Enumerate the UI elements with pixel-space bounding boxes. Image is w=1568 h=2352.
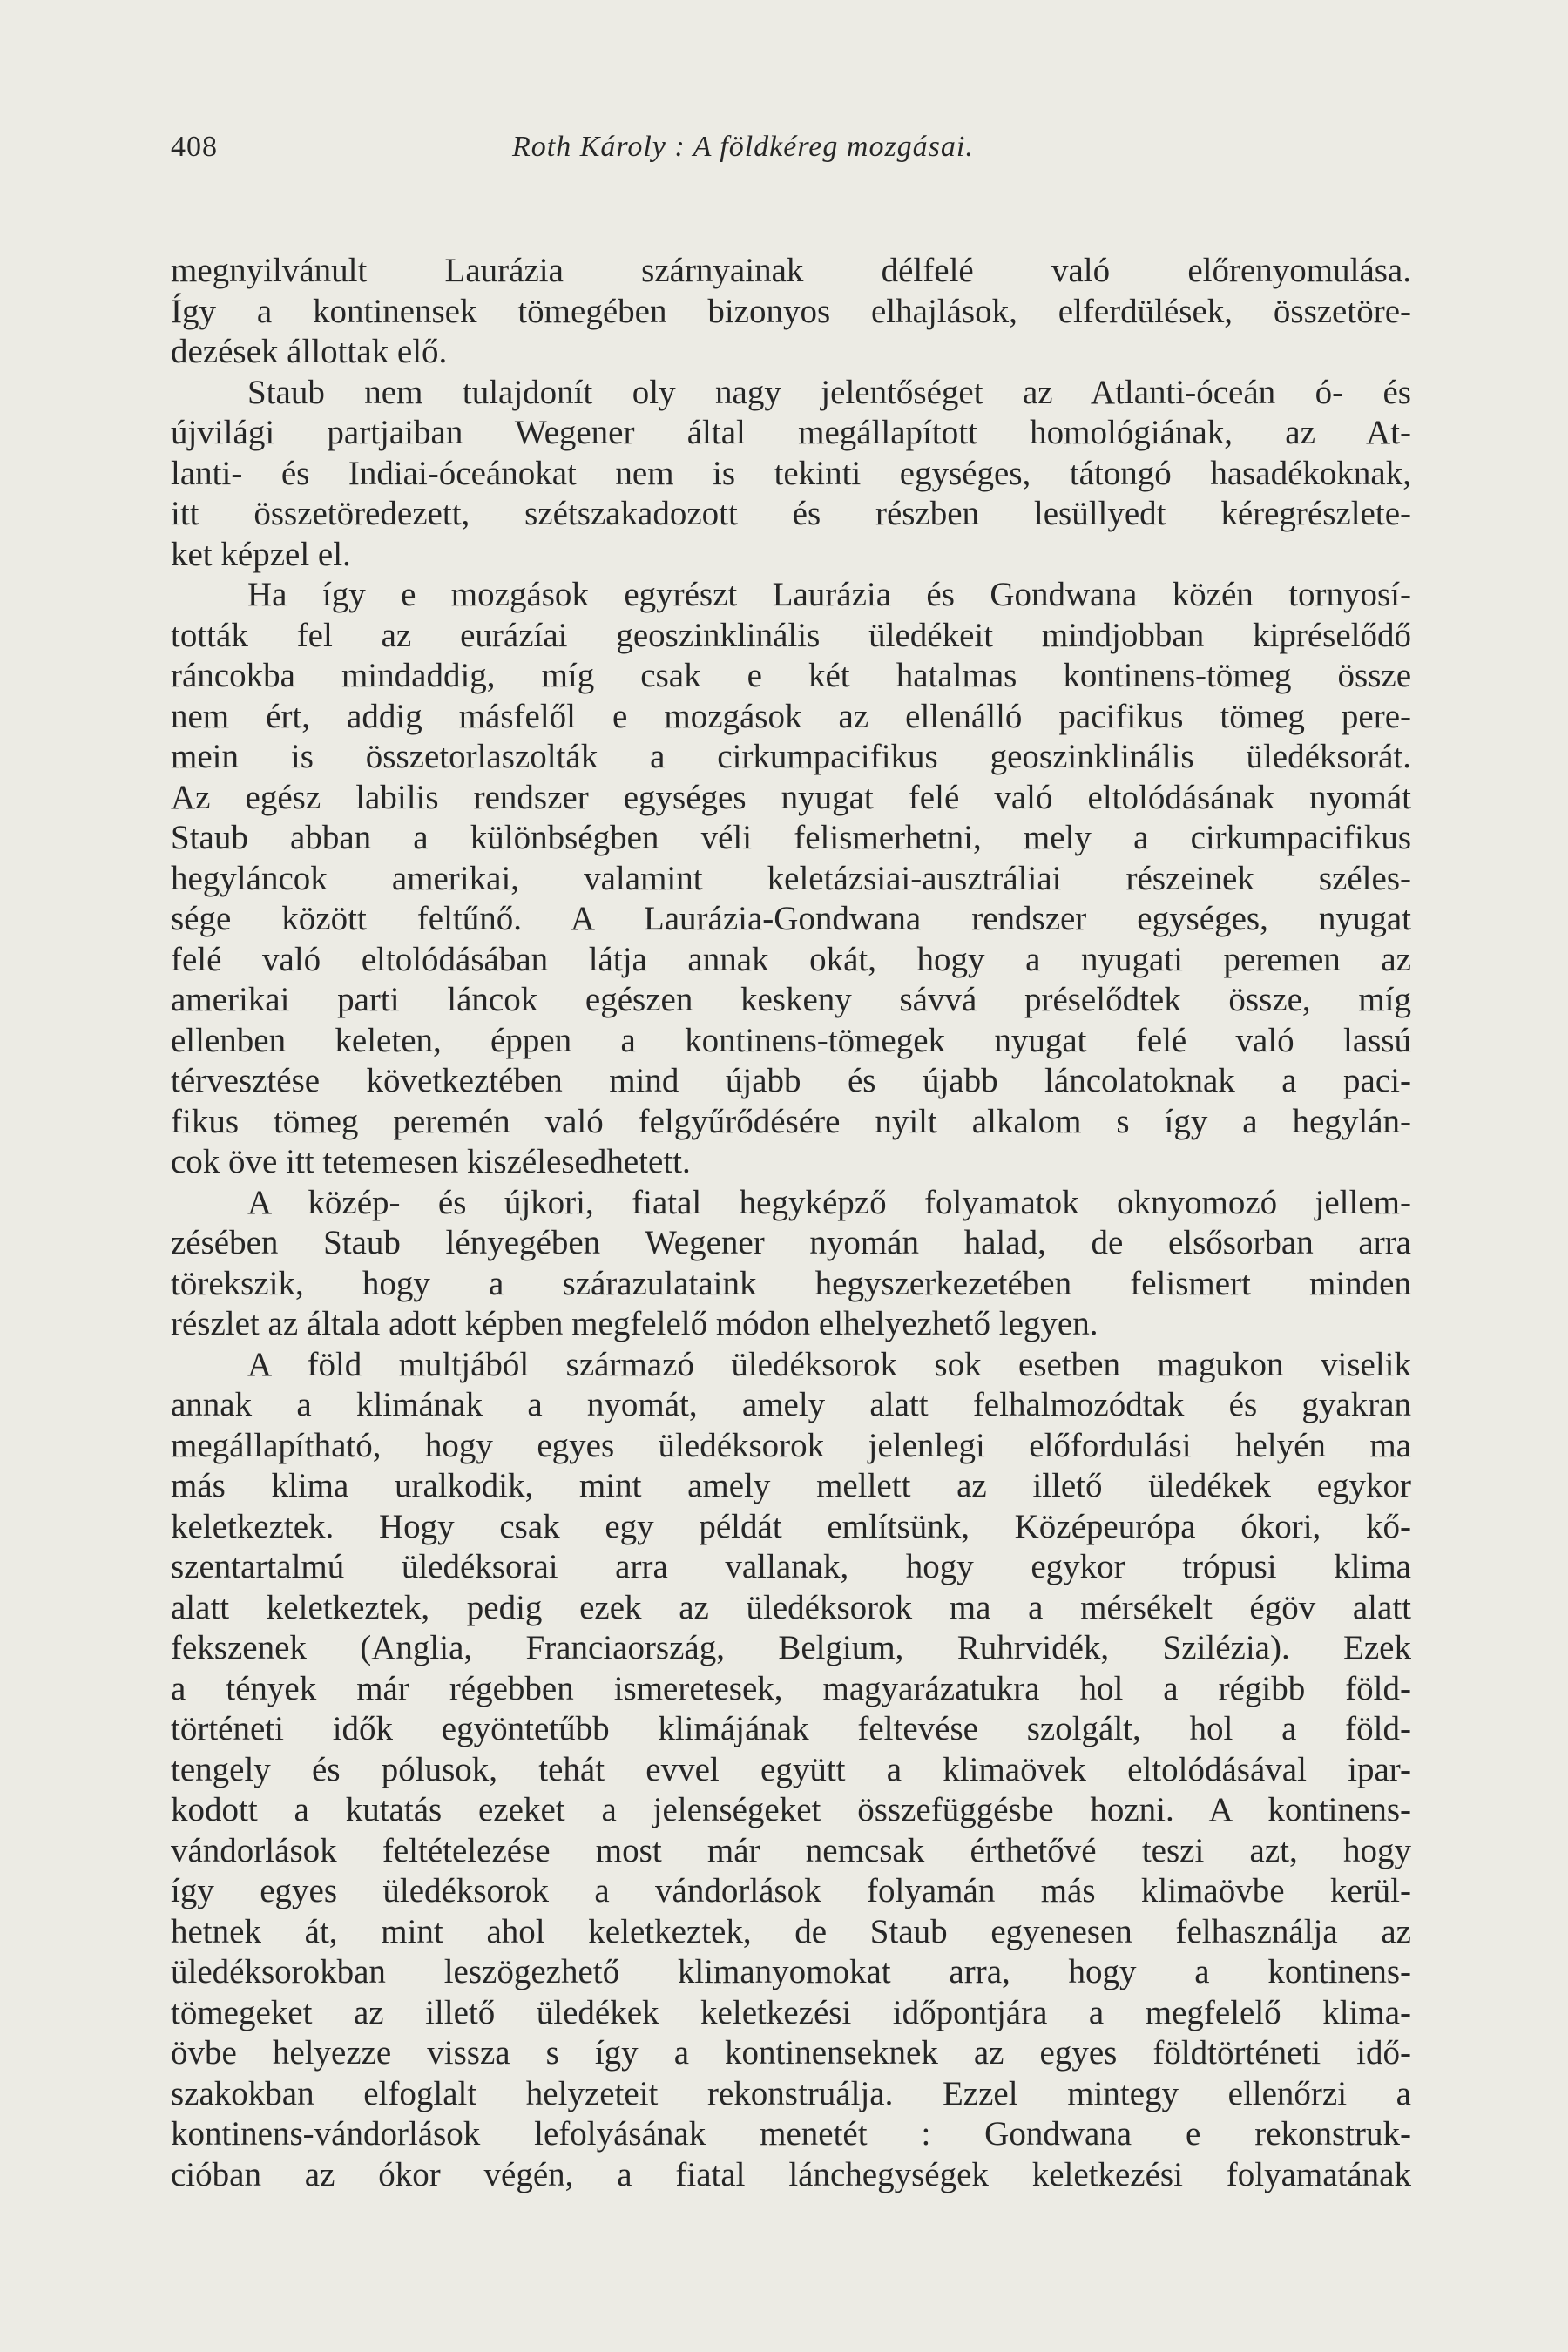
text-line: itt összetöredezett, szétszakadozott és részben lesüllyedt kéregrészlete- <box>171 495 1411 532</box>
text-line: tömegeket az illető üledékek keletkezési időpontjára a megfelelő klima- <box>171 1993 1411 2031</box>
text-line: részlet az általa adott képben megfelelő módon elhelyezhető legyen. <box>171 1305 1098 1342</box>
text-line: amerikai parti láncok egészen keskeny sávvá préselődtek össze, míg <box>171 981 1411 1018</box>
text-line: tengely és pólusok, tehát evvel együtt a klimaövek eltolódásával ipar- <box>171 1750 1411 1788</box>
text-line: Így a kontinensek tömegében bizonyos elhajlások, elferdülések, összetöre- <box>171 292 1411 330</box>
text-line: kontinens-vándorlások lefolyásának menetét : Gondwana e rekonstruk- <box>171 2115 1411 2153</box>
text-line: Staub abban a különbségben véli felismerhetni, mely a cirkumpacifikus <box>171 819 1411 856</box>
text-line: más klima uralkodik, mint amely mellett az illető üledékek egykor <box>171 1467 1411 1504</box>
text-line: újvilági partjaiban Wegener által megállapított homológiának, az At- <box>171 414 1411 451</box>
text-line: fekszenek (Anglia, Franciaország, Belgium, Ruhrvidék, Szilézia). Ezek <box>171 1629 1411 1666</box>
text-line: cok öve itt tetemesen kiszélesedhetett. <box>171 1143 691 1180</box>
text-line: A föld multjából származó üledéksorok sok esetben magukon viselik <box>247 1345 1411 1383</box>
text-line: fikus tömeg peremén való felgyűrődésére nyilt alkalom s így a hegylán- <box>171 1102 1411 1140</box>
text-line: megnyilvánult Laurázia szárnyainak délfelé való előrenyomulása. <box>171 252 1411 289</box>
text-line: tották fel az eurázíai geoszinklinális üledékeit mindjobban kipréselődő <box>171 616 1411 654</box>
text-line: történeti idők egyöntetűbb klimájának feltevése szolgált, hol a föld- <box>171 1710 1411 1747</box>
text-line: hegyláncok amerikai, valamint keletázsiai-ausztráliai részeinek széles- <box>171 859 1411 897</box>
text-line: megállapítható, hogy egyes üledéksorok jelenlegi előfordulási helyén ma <box>171 1426 1411 1464</box>
text-line: Az egész labilis rendszer egységes nyugat felé való eltolódásának nyomát <box>171 778 1411 816</box>
text-line: annak a klimának a nyomát, amely alatt felhalmozódtak és gyakran <box>171 1386 1411 1423</box>
page-number: 408 <box>171 131 218 163</box>
running-head: Roth Károly : A földkéreg mozgásai. <box>512 131 974 163</box>
text-line: üledéksorokban leszögezhető klimanyomokat arra, hogy a kontinens- <box>171 1953 1411 1990</box>
text-line: ráncokba mindaddig, míg csak e két hatalmas kontinens-tömeg össze <box>171 657 1411 694</box>
text-line: övbe helyezze vissza s így a kontinenseknek az egyes földtörténeti idő- <box>171 2034 1411 2072</box>
page-header <box>171 131 1408 183</box>
text-line: szentartalmú üledéksorai arra vallanak, hogy egykor trópusi klima <box>171 1548 1411 1585</box>
text-line: mein is összetorlaszolták a cirkumpacifikus geoszinklinális üledéksorát. <box>171 738 1411 775</box>
text-line: nem ért, addig másfelől e mozgások az ellenálló pacifikus tömeg pere- <box>171 697 1411 735</box>
text-line: Staub nem tulajdonít oly nagy jelentőséget az Atlanti-óceán ó- és <box>247 373 1411 411</box>
text-line: keletkeztek. Hogy csak egy példát említsünk, Középeurópa ókori, kő- <box>171 1507 1411 1545</box>
text-line: alatt keletkeztek, pedig ezek az üledéksorok ma a mérsékelt égöv alatt <box>171 1588 1411 1626</box>
text-line: A közép- és újkori, fiatal hegyképző folyamatok oknyomozó jellem- <box>247 1183 1411 1221</box>
text-line: vándorlások feltételezése most már nemcsak érthetővé teszi azt, hogy <box>171 1831 1411 1869</box>
text-line: dezések állottak elő. <box>171 333 448 370</box>
text-line: törekszik, hogy a szárazulataink hegyszerkezetében felismert minden <box>171 1264 1411 1302</box>
text-line: így egyes üledéksorok a vándorlások folyamán más klimaövbe kerül- <box>171 1872 1411 1909</box>
text-line: a tények már régebben ismeretesek, magyarázatukra hol a régibb föld- <box>171 1669 1411 1707</box>
text-line: felé való eltolódásában látja annak okát, hogy a nyugati peremen az <box>171 940 1411 978</box>
text-line: lanti- és Indiai-óceánokat nem is tekinti egységes, tátongó hasadékoknak, <box>171 454 1411 492</box>
text-line: sége között feltűnő. A Laurázia-Gondwana rendszer egységes, nyugat <box>171 900 1411 937</box>
text-line: térvesztése következtében mind újabb és újabb láncolatoknak a paci- <box>171 1062 1411 1099</box>
text-line: zésében Staub lényegében Wegener nyomán halad, de elsősorban arra <box>171 1224 1411 1261</box>
text-line: ket képzel el. <box>171 535 351 573</box>
body-text <box>171 251 1411 2195</box>
text-line: kodott a kutatás ezeket a jelenségeket összefüggésbe hozni. A kontinens- <box>171 1791 1411 1828</box>
text-line: hetnek át, mint ahol keletkeztek, de Staub egyenesen felhasználja az <box>171 1912 1411 1950</box>
text-line: ellenben keleten, éppen a kontinens-tömegek nyugat felé való lassú <box>171 1021 1411 1059</box>
text-line: cióban az ókor végén, a fiatal lánchegységek keletkezési folyamatának <box>171 2155 1411 2193</box>
text-line: Ha így e mozgások egyrészt Laurázia és Gondwana közén tornyosí- <box>247 576 1411 613</box>
text-line: szakokban elfoglalt helyzeteit rekonstruálja. Ezzel mintegy ellenőrzi a <box>171 2074 1411 2112</box>
